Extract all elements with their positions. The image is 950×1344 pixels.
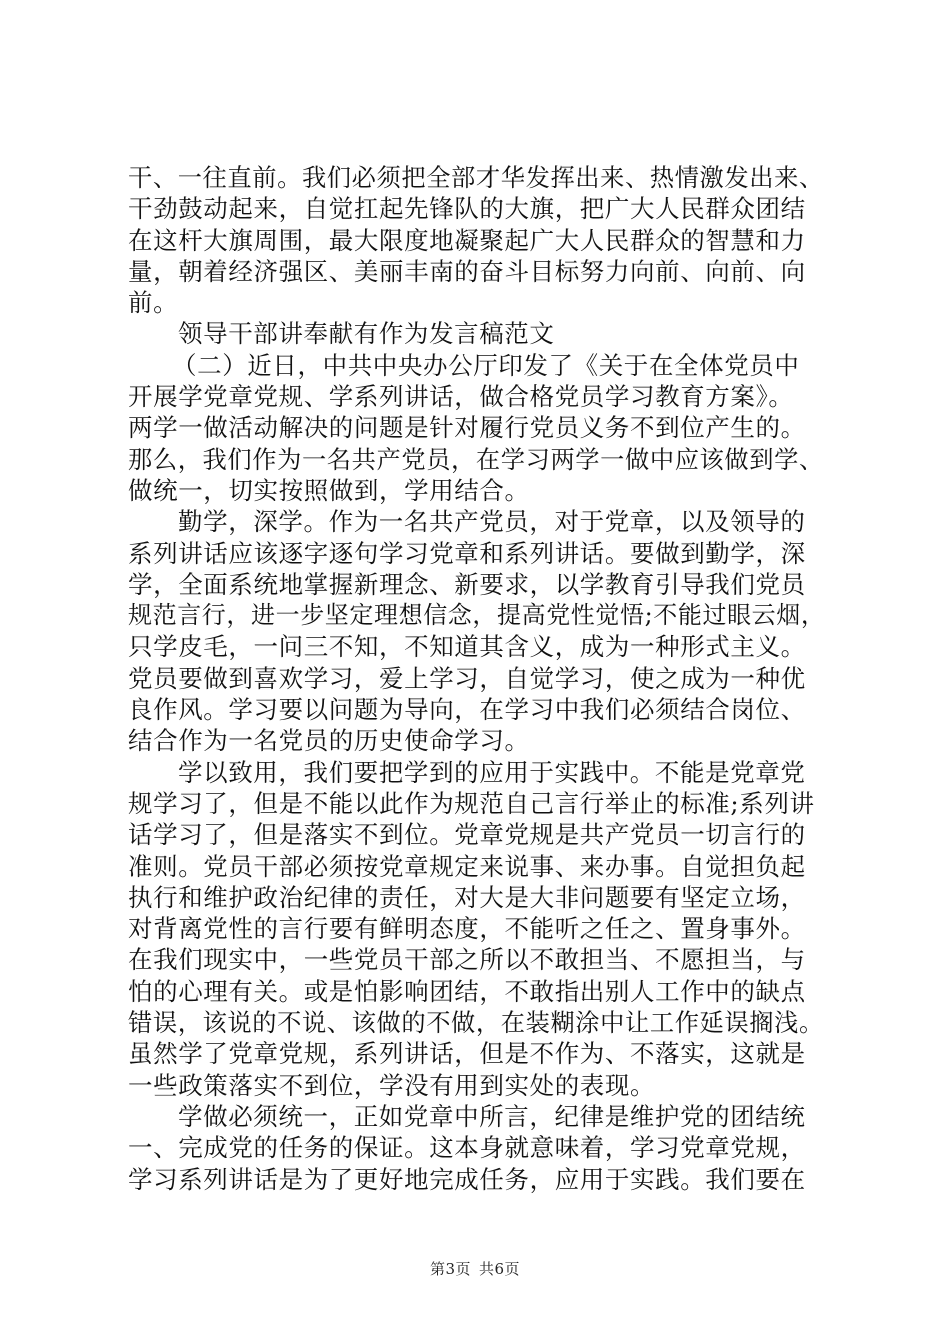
text-line: 学，全面系统地掌握新理念、新要求，以学教育引导我们党员 bbox=[128, 569, 806, 599]
text-line: 一些政策落实不到位，学没有用到实处的表现。 bbox=[128, 1070, 656, 1100]
text-line: 量，朝着经济强区、美丽丰南的奋斗目标努力向前、向前、向 bbox=[128, 256, 806, 286]
text-line: 两学一做活动解决的问题是针对履行党员义务不到位产生的。 bbox=[128, 413, 806, 443]
page-total: 共6页 bbox=[479, 1260, 521, 1278]
text-line: 前。 bbox=[128, 288, 179, 318]
text-line: 规范言行，进一步坚定理想信念，提高党性觉悟;不能过眼云烟， bbox=[128, 601, 826, 630]
text-line: 党员要做到喜欢学习，爱上学习，自觉学习，使之成为一种优 bbox=[128, 663, 806, 693]
paragraph-start: 勤学，深学。作为一名共产党员，对于党章，以及领导的 bbox=[178, 507, 806, 537]
text-line: 话学习了，但是落实不到位。党章党规是共产党员一切言行的 bbox=[128, 820, 806, 850]
paragraph-start: （二）近日，中共中央办公厅印发了《关于在全体党员中 bbox=[172, 350, 800, 380]
section-title: 领导干部讲奉献有作为发言稿范文 bbox=[178, 319, 555, 349]
text-line: 在这杆大旗周围，最大限度地凝聚起广大人民群众的智慧和力 bbox=[128, 225, 806, 255]
text-line: 良作风。学习要以问题为导向，在学习中我们必须结合岗位、 bbox=[128, 695, 806, 725]
text-line: 只学皮毛，一问三不知，不知道其含义，成为一种形式主义。 bbox=[128, 632, 806, 662]
document-body bbox=[128, 162, 828, 1195]
text-line: 那么，我们作为一名共产党员，在学习两学一做中应该做到学、 bbox=[128, 444, 824, 474]
text-line: 开展学党章党规、学系列讲话，做合格党员学习教育方案》。 bbox=[128, 382, 794, 412]
text-line: 执行和维护政治纪律的责任，对大是大非问题要有坚定立场， bbox=[128, 882, 806, 912]
page-number: 第3页 bbox=[429, 1260, 471, 1278]
page-footer bbox=[0, 1258, 950, 1279]
text-line: 学习系列讲话是为了更好地完成任务，应用于实践。我们要在 bbox=[128, 1164, 806, 1194]
text-line: 系列讲话应该逐字逐句学习党章和系列讲话。要做到勤学，深 bbox=[128, 538, 806, 568]
text-line: 一、完成党的任务的保证。这本身就意味着，学习党章党规， bbox=[128, 1133, 806, 1163]
text-line: 对背离党性的言行要有鲜明态度，不能听之任之、置身事外。 bbox=[128, 914, 806, 944]
text-line: 虽然学了党章党规，系列讲话，但是不作为、不落实，这就是 bbox=[128, 1039, 806, 1069]
text-line: 干、一往直前。我们必须把全部才华发挥出来、热情激发出来、 bbox=[128, 163, 824, 192]
text-line: 干劲鼓动起来，自觉扛起先锋队的大旗，把广大人民群众团结 bbox=[128, 194, 806, 224]
text-line: 准则。党员干部必须按党章规定来说事、来办事。自觉担负起 bbox=[128, 851, 806, 881]
text-line: 错误，该说的不说、该做的不做，在装糊涂中让工作延误搁浅。 bbox=[128, 1008, 824, 1038]
text-line: 规学习了，但是不能以此作为规范自己言行举止的标准;系列讲 bbox=[128, 788, 815, 818]
text-line: 怕的心理有关。或是怕影响团结，不敢指出别人工作中的缺点 bbox=[128, 976, 806, 1006]
text-line: 结合作为一名党员的历史使命学习。 bbox=[128, 726, 530, 756]
text-line: 在我们现实中，一些党员干部之所以不敢担当、不愿担当，与 bbox=[128, 945, 806, 975]
paragraph-start: 学以致用，我们要把学到的应用于实践中。不能是党章党 bbox=[178, 757, 806, 787]
text-line: 做统一，切实按照做到，学用结合。 bbox=[128, 475, 530, 505]
paragraph-start: 学做必须统一，正如党章中所言，纪律是维护党的团结统 bbox=[178, 1101, 806, 1131]
